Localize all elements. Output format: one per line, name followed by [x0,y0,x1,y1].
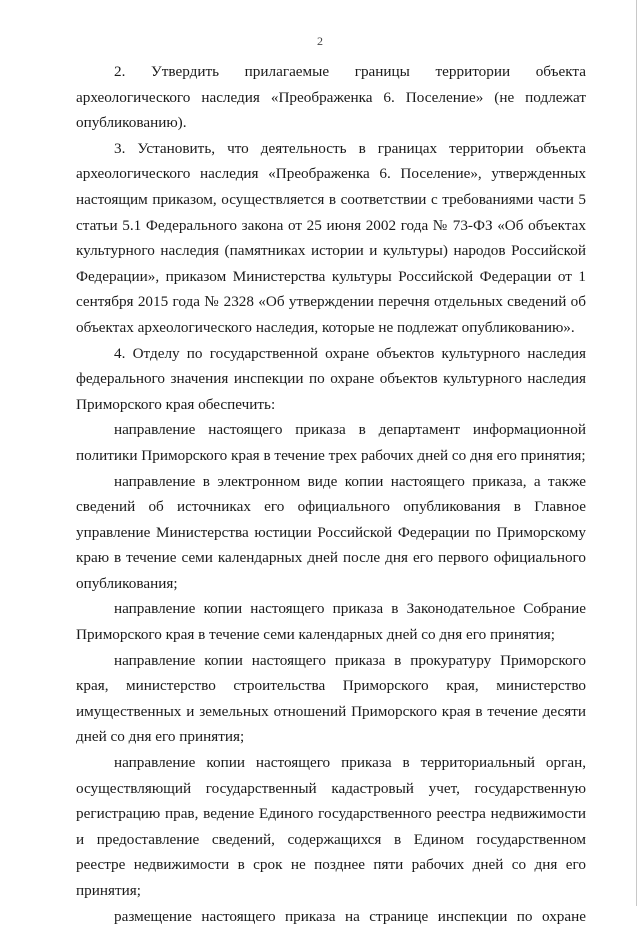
list-item-publication: размещение настоящего приказа на странице инспекции по охране [114,907,586,925]
list-item-cadastral-authority: направление копии настоящего приказа в территориальный орган, осуществляющий государственный кадастровый учет, государственную регистрацию прав, ведение Единого государственного реестра недвижимости и предоставление сведений, содержащихся в Едином государственном реестре недвижимости в срок не позднее пяти рабочих дней со дня его принятия; [76,754,586,899]
paragraph-item-4: 4. Отделу по государственной охране объектов культурного наследия федерального значения инспекции по охране объектов культурного наследия Приморского края обеспечить: [76,344,586,413]
page-number: 2 [317,34,323,48]
list-item-prosecutor: направление копии настоящего приказа в прокуратуру Приморского края, министерство строительства Приморского края, министерство имущественных и земельных отношений Приморского края в течение десяти дней со дня его принятия; [76,651,586,746]
page-edge-line [636,0,637,906]
list-item-justice-ministry: направление в электронном виде копии настоящего приказа, а также сведений об источниках его официального опубликования в Главное управление Министерства юстиции Российской Федерации по Приморскому краю в течение семи календарных дней после дня его первого официального опубликования; [76,472,586,592]
document-body [76,59,586,929]
paragraph-item-3: 3. Установить, что деятельность в границах территории объекта археологического наследия «Преображенка 6. Поселение», утвержденных настоящим приказом, осуществляется в соответствии с требованиями части 5 статьи 5.1 Федерального закона от 25 июня 2002 года № 73-ФЗ «Об объектах культурного наследия (памятниках истории и культуры) народов Российской Федерации», приказом Министерства культуры Российской Федерации от 1 сентября 2015 года № 2328 «Об утверждении перечня отдельных сведений об объектах археологического наследия, которые не подлежат опубликованию». [76,139,586,336]
paragraph-item-2: 2. Утвердить прилагаемые границы территории объекта археологического наследия «Преображенка 6. Поселение» (не подлежат опубликованию). [76,63,586,132]
list-item-info-policy: направление настоящего приказа в департамент информационной политики Приморского края в течение трех рабочих дней со дня его принятия; [76,421,586,464]
list-item-legislative-assembly: направление копии настоящего приказа в Законодательное Собрание Приморского края в течение семи календарных дней со дня его принятия; [76,600,586,644]
